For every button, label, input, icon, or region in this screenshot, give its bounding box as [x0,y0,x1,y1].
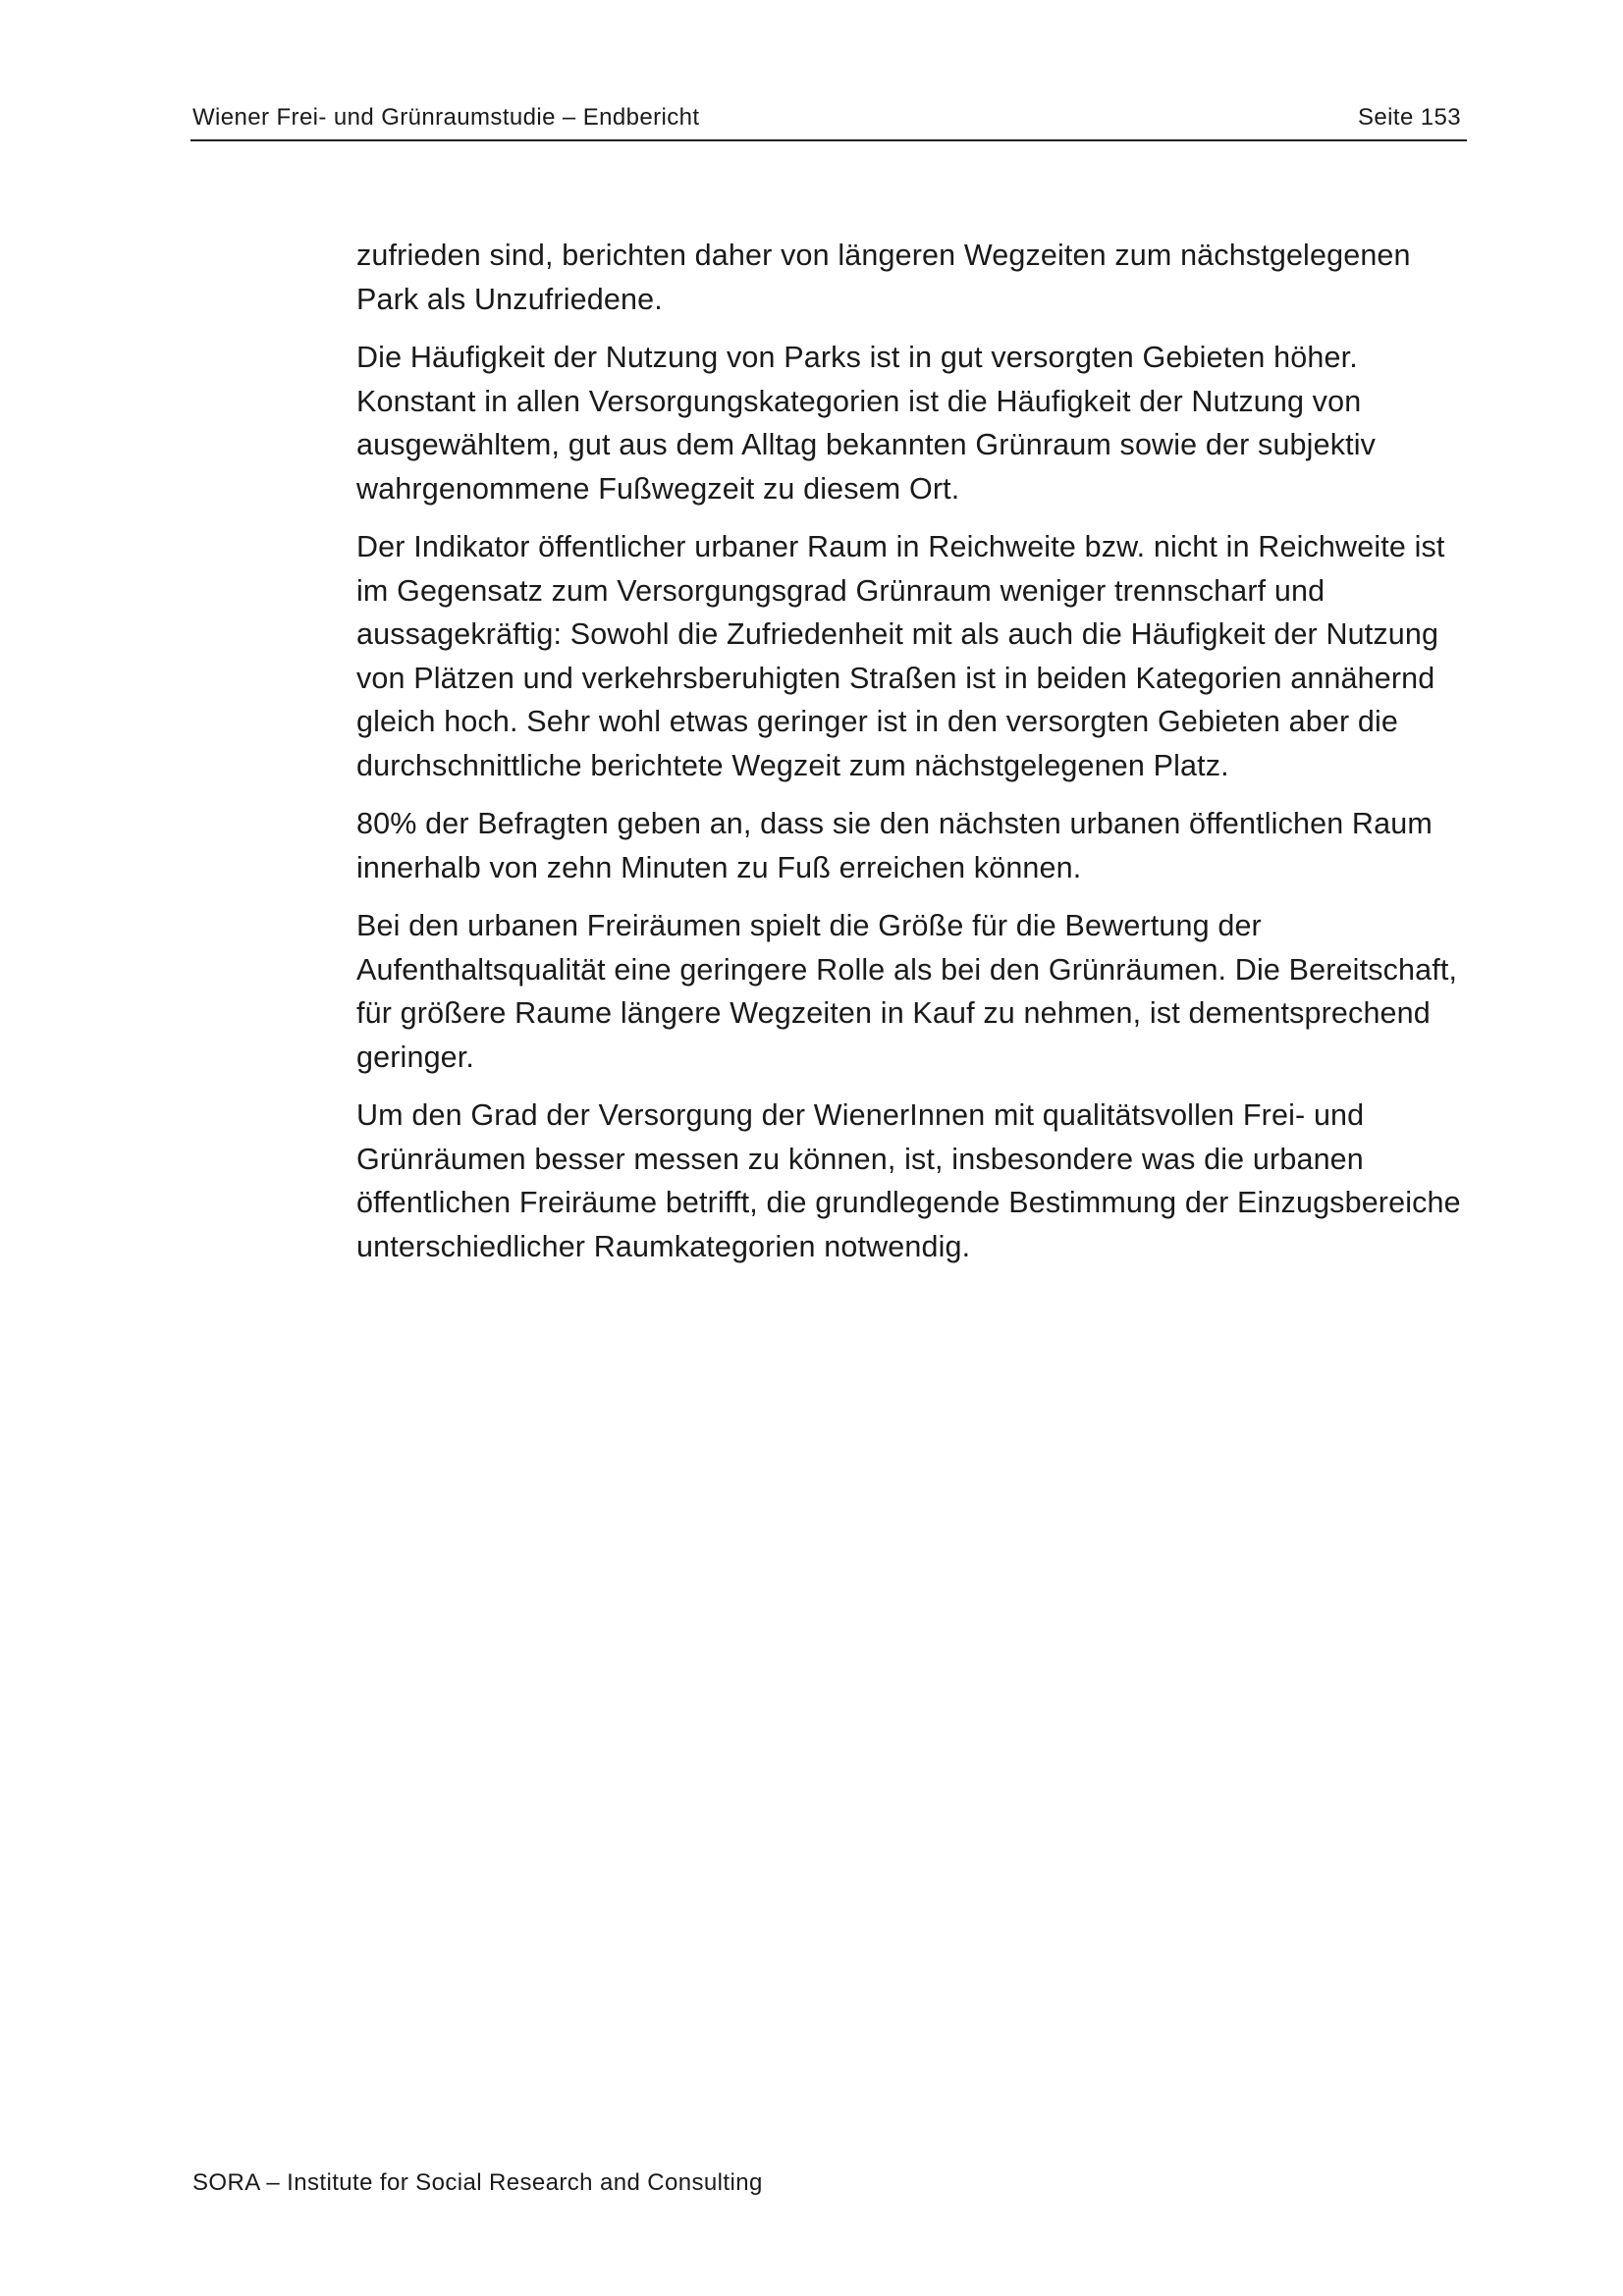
paragraph-4: 80% der Befragten geben an, dass sie den nächsten urbanen öffentlichen Raum innerhalb von zehn Minuten zu Fuß erreichen können. [356,807,1433,884]
body-text [356,234,1471,1283]
paragraph-1: zufrieden sind, berichten daher von längeren Wegzeiten zum nächstgelegenen Park als Unzufriedene. [356,239,1411,316]
page-header [190,102,1467,141]
page-footer: SORA – Institute for Social Research and Consulting [192,2169,763,2196]
document-title: Wiener Frei- und Grünraumstudie – Endbericht [192,104,700,131]
page-number: Seite 153 [1357,104,1461,131]
paragraph-6: Um den Grad der Versorgung der WienerInnen mit qualitätsvollen Frei- und Grünräumen besser messen zu können, ist, insbesondere was die urbanen öffentlichen Freiräume betrifft, die grundlegende Bestimmung der Einzugsbereiche unterschiedlicher Raumkategorien notwendig. [356,1098,1461,1263]
paragraph-3: Der Indikator öffentlicher urbaner Raum in Reichweite bzw. nicht in Reichweite ist im Gegensatz zum Versorgungsgrad Grünraum weniger trennscharf und aussagekräftig: Sowohl die Zufriedenheit mit als auch die Häufigkeit der Nutzung von Plätzen und verkehrsberuhigten Straßen ist in beiden Kategorien annähernd gleich hoch. Sehr wohl etwas geringer ist in den versorgten Gebieten aber die durchschnittliche berichtete Wegzeit zum nächstgelegenen Platz. [356,530,1445,782]
paragraph-5: Bei den urbanen Freiräumen spielt die Größe für die Bewertung der Aufenthaltsqualität eine geringere Rolle als bei den Grünräumen. Die Bereitschaft, für größere Raume längere Wegzeiten in Kauf zu nehmen, ist dementsprechend geringer. [356,909,1458,1074]
paragraph-2: Die Häufigkeit der Nutzung von Parks ist in gut versorgten Gebieten höher. Konstant in allen Versorgungskategorien ist die Häufigkeit der Nutzung von ausgewähltem, gut aus dem Alltag bekannten Grünraum sowie der subjektiv wahrgenommene Fußwegzeit zu diesem Ort. [356,341,1377,506]
